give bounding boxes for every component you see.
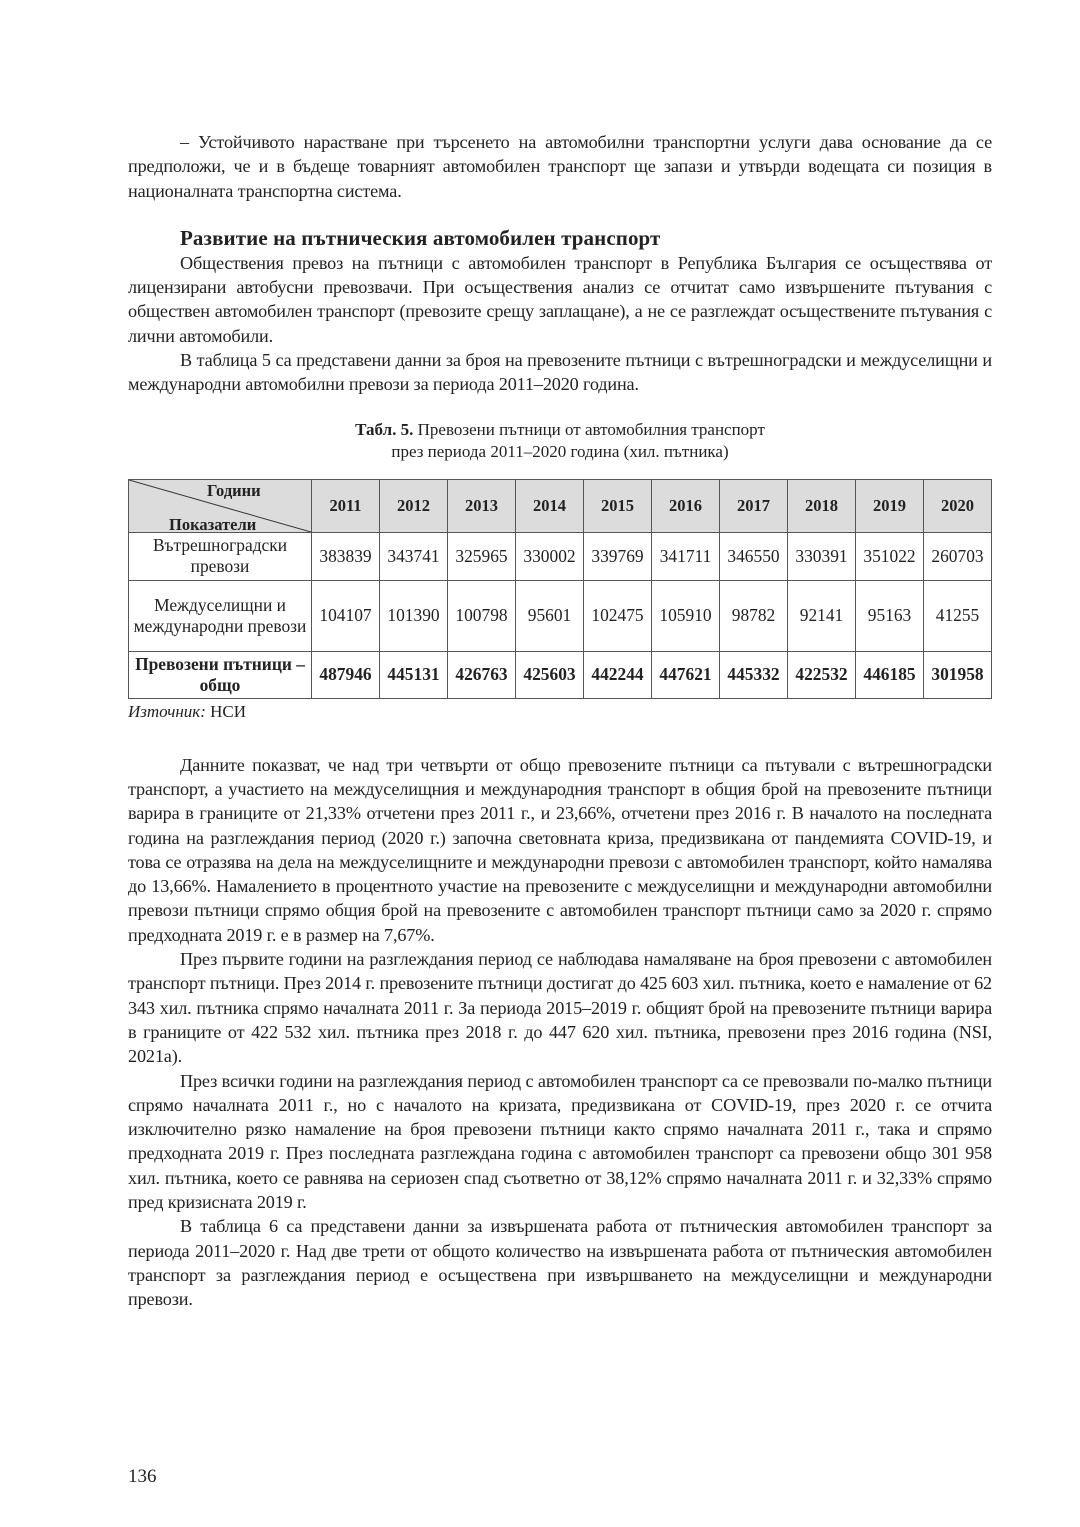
table-cell: 341711 bbox=[652, 532, 720, 580]
body-paragraph: Данните показват, че над три четвърти от общо превозените пътници са пътували с вътрешноградски транспорт, а участието на междуселищния и международния транспорт в общия брой на превозените пътници варира в границите от 21,33% отчетени през 2011 г., и 23,66%, отчетени през 2016 г. В началото на последната година на разглеждания период (2020 г.) започна световната криза, предизвикана от пандемията COVID-19, и това се отразява на дела на междуселищните и международни превози с автомобилен транспорт, който намалява до 13,66%. Намалението в процентното участие на превозените с междуселищни и международни автомобилни превози пътници спрямо общия брой на превозените с автомобилен транспорт пътници само за 2020 г. спрямо предходната 2019 г. е в размер на 7,67%. bbox=[128, 754, 992, 945]
table-cell: 445332 bbox=[720, 651, 788, 698]
page-content bbox=[128, 130, 992, 1312]
table-cell: 104107 bbox=[312, 580, 380, 651]
table-source bbox=[128, 701, 992, 723]
table-cell: 426763 bbox=[448, 651, 516, 698]
table-cell: 383839 bbox=[312, 532, 380, 580]
year-header: 2016 bbox=[652, 479, 720, 532]
year-header: 2020 bbox=[924, 479, 992, 532]
table-cell: 330002 bbox=[516, 532, 584, 580]
source-label: Източник: bbox=[128, 701, 206, 721]
year-header: 2017 bbox=[720, 479, 788, 532]
source-value: НСИ bbox=[205, 701, 247, 721]
row-label: Междуселищни и международни превози bbox=[129, 580, 312, 651]
table-cell: 330391 bbox=[788, 532, 856, 580]
table-cell: 105910 bbox=[652, 580, 720, 651]
corner-years-label: Години bbox=[207, 480, 261, 500]
page-number: 136 bbox=[128, 1466, 157, 1487]
table-cell: 92141 bbox=[788, 580, 856, 651]
table-cell: 447621 bbox=[652, 651, 720, 698]
year-header: 2014 bbox=[516, 479, 584, 532]
body-paragraph: През първите години на разглеждания период се наблюдава намаляване на броя превозени с автомобилен транспорт пътници. През 2014 г. превозените пътници достигат до 425 603 хил. пътника, което е намаление от 62 343 хил. пътника спрямо началната 2011 г. За периода 2015–2019 г. общият брой на превозените пътници варира в границите от 422 532 хил. пътника през 2018 г. до 447 620 хил. пътника, превозени през 2016 година (NSI, 2021a). bbox=[128, 949, 992, 1067]
table-caption bbox=[128, 419, 992, 463]
section-heading: Развитие на пътническия автомобилен транспорт bbox=[180, 225, 661, 250]
body-paragraph: В таблица 6 са представени данни за извършената работа от пътническия автомобилен транспорт за периода 2011–2020 г. Над две трети от общото количество на извършената работа от пътническия автомобилен транспорт за разглеждания период е осъществена при извършването на междуселищни и международни превози. bbox=[128, 1216, 992, 1310]
table-caption-label: Табл. 5. bbox=[355, 419, 414, 439]
table-cell: 260703 bbox=[924, 532, 992, 580]
table-cell: 343741 bbox=[380, 532, 448, 580]
corner-indicators-label: Показатели bbox=[169, 514, 257, 534]
table-cell: 95163 bbox=[856, 580, 924, 651]
section-paragraph: В таблица 5 са представени данни за броя на превозените пътници с вътрешноградски и междуселищни и международни автомобилни превози за периода 2011–2020 година. bbox=[128, 350, 992, 395]
table-cell: 100798 bbox=[448, 580, 516, 651]
year-header: 2013 bbox=[448, 479, 516, 532]
year-header: 2018 bbox=[788, 479, 856, 532]
table-row bbox=[129, 532, 992, 580]
table-caption-line2: през периода 2011–2020 година (хил. пътника) bbox=[391, 441, 729, 461]
table-total-row bbox=[129, 651, 992, 698]
table-cell: 487946 bbox=[312, 651, 380, 698]
table-header-row bbox=[129, 479, 992, 532]
row-label: Превозени пътници – общо bbox=[129, 651, 312, 698]
table-cell: 425603 bbox=[516, 651, 584, 698]
table-cell: 442244 bbox=[584, 651, 652, 698]
table-cell: 325965 bbox=[448, 532, 516, 580]
year-header: 2011 bbox=[312, 479, 380, 532]
table-cell: 41255 bbox=[924, 580, 992, 651]
table-cell: 339769 bbox=[584, 532, 652, 580]
table-cell: 98782 bbox=[720, 580, 788, 651]
year-header: 2015 bbox=[584, 479, 652, 532]
table-cell: 445131 bbox=[380, 651, 448, 698]
intro-paragraph: – Устойчивото нарастване при търсенето на автомобилни транспортни услуги дава основание да се предположи, че и в бъдеще товарният автомобилен транспорт ще запази и утвърди водещата си позиция в националната транспортна система. bbox=[128, 132, 992, 201]
table-cell: 446185 bbox=[856, 651, 924, 698]
table-cell: 102475 bbox=[584, 580, 652, 651]
passengers-table bbox=[128, 479, 992, 699]
table-cell: 101390 bbox=[380, 580, 448, 651]
row-label: Вътрешноградски превози bbox=[129, 532, 312, 580]
table-cell: 351022 bbox=[856, 532, 924, 580]
table-row bbox=[129, 580, 992, 651]
table-cell: 301958 bbox=[924, 651, 992, 698]
year-header: 2019 bbox=[856, 479, 924, 532]
table-cell: 422532 bbox=[788, 651, 856, 698]
corner-header-cell bbox=[129, 479, 312, 532]
table-cell: 95601 bbox=[516, 580, 584, 651]
body-paragraph: През всички години на разглеждания период с автомобилен транспорт са се превозвали по-малко пътници спрямо началната 2011 г., но с началото на кризата, предизвикана от COVID-19, през 2020 г. се отчита изключително рязко намаление на броя превозени пътници както спрямо началната 2011 г., така и спрямо предходната 2019 г. През последната разглеждана година с автомобилен транспорт са превозени общо 301 958 хил. пътника, което се равнява на сериозен спад съответно от 38,12% спрямо началната 2011 г. и 32,33% спрямо пред кризисната 2019 г. bbox=[128, 1070, 992, 1213]
section-paragraph: Обществения превоз на пътници с автомобилен транспорт в Република България се осъществява от лицензирани автобусни превозвачи. При осъществения анализ се отчитат само извършените пътувания с обществен автомобилен транспорт (превозите срещу заплащане), а не се разглеждат осъществените пътувания с лични автомобили. bbox=[128, 252, 992, 346]
table-caption-line1: Превозени пътници от автомобилния транспорт bbox=[413, 419, 765, 439]
year-header: 2012 bbox=[380, 479, 448, 532]
table-cell: 346550 bbox=[720, 532, 788, 580]
